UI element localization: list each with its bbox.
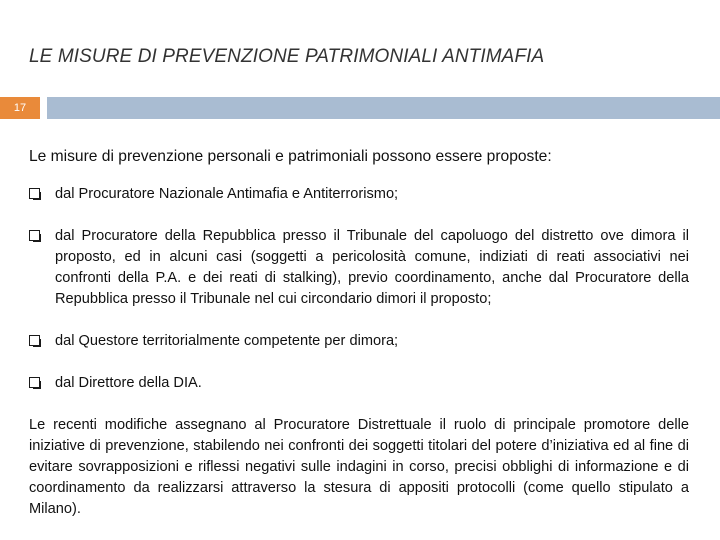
- list-item-text: dal Questore territorialmente competente per dimora;: [55, 333, 399, 349]
- square-bullet-icon: [29, 230, 40, 241]
- list-item-text: dal Procuratore della Repubblica presso il Tribunale del capoluogo del distretto ove dimora il proposto, ed in alcuni casi (soggetti a pericolosità comune, indiziati di reati associativi nei confronti della P.A. e dei reati di stalking), previo coordinamento, anche dal Procuratore della Repubblica presso il Tribunale nel cui circondario dimori il proposto;: [55, 228, 689, 307]
- header-bar: [47, 97, 720, 119]
- intro-text: Le misure di prevenzione personali e patrimoniali possono essere proposte:: [29, 148, 552, 165]
- list-item-text: dal Procuratore Nazionale Antimafia e Antiterrorismo;: [55, 186, 399, 202]
- square-bullet-icon: [29, 335, 40, 346]
- list-item: [29, 331, 689, 352]
- closing-paragraph: Le recenti modifiche assegnano al Procuratore Distrettuale il ruolo di principale promotore delle iniziative di prevenzione, stabilendo nei confronti dei soggetti titolari del potere d’iniziativa ed al fine di evitare sovrapposizioni e riflessi negativi sulle indagini in corso, precisi obblighi di informazione e di coordinamento da realizzarsi attraverso la stesura di appositi protocolli (come quello stipulato a Milano).: [29, 417, 689, 517]
- slide-body: [29, 146, 689, 535]
- list-item-text: dal Direttore della DIA.: [55, 375, 202, 391]
- list-item: [29, 184, 689, 205]
- square-bullet-icon: [29, 188, 40, 199]
- list-item: [29, 373, 689, 394]
- list-item: [29, 226, 689, 310]
- square-bullet-icon: [29, 377, 40, 388]
- slide-title: LE MISURE DI PREVENZIONE PATRIMONIALI ANTIMAFIA: [29, 46, 545, 67]
- slide-number: 17: [0, 97, 40, 119]
